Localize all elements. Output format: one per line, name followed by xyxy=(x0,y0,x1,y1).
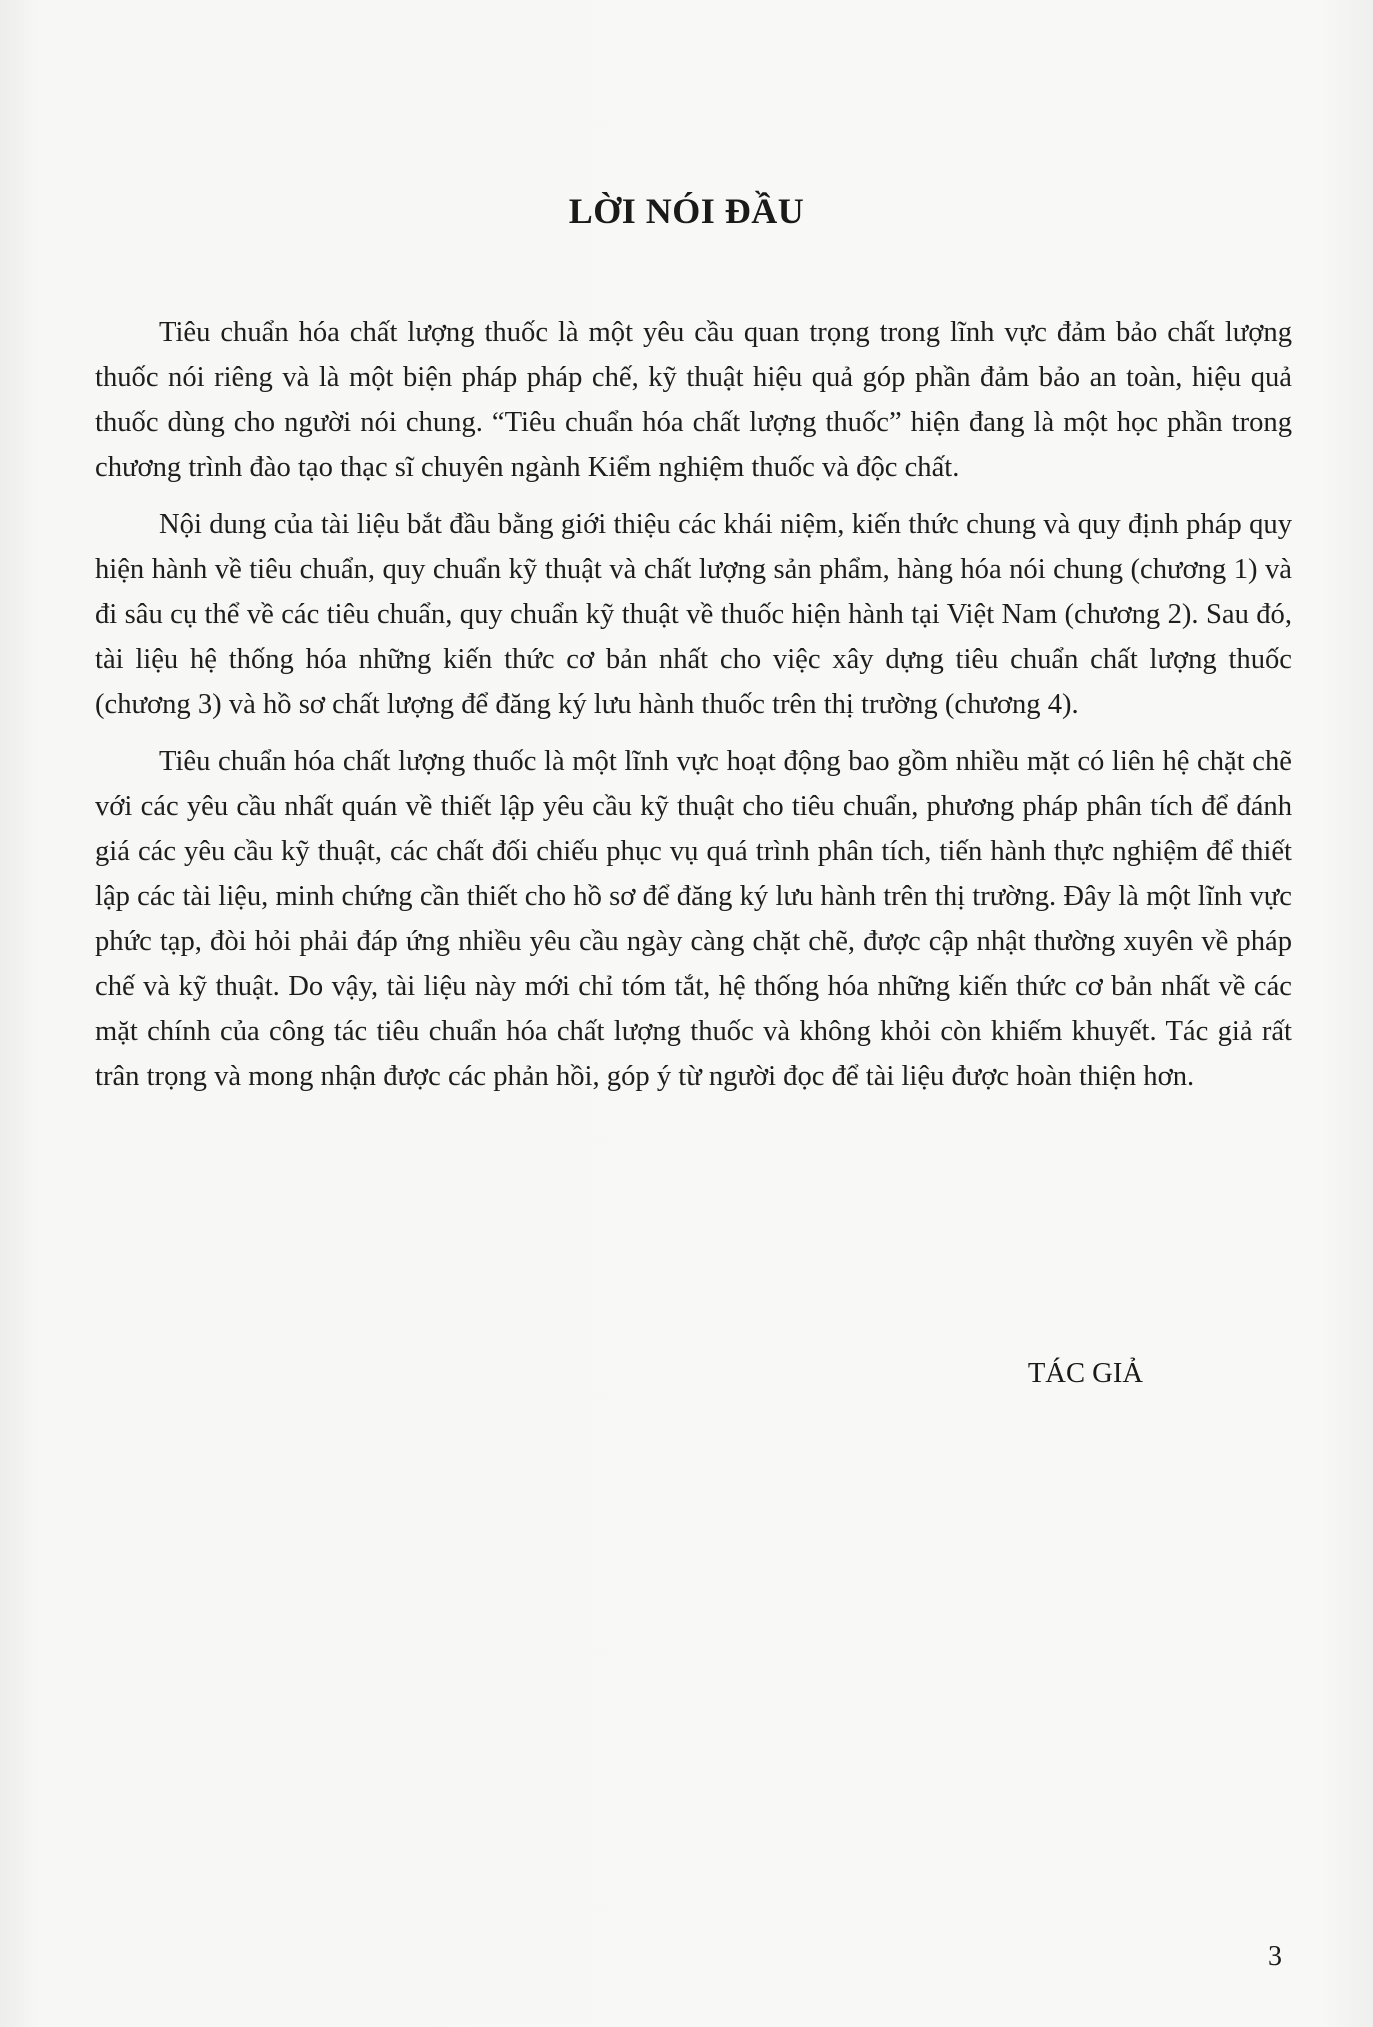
paragraph-1: Tiêu chuẩn hóa chất lượng thuốc là một yêu cầu quan trọng trong lĩnh vực đảm bảo chất lượng thuốc nói riêng và là một biện pháp pháp chế, kỹ thuật hiệu quả góp phần đảm bảo an toàn, hiệu quả thuốc dùng cho người nói chung. “Tiêu chuẩn hóa chất lượng thuốc” hiện đang là một học phần trong chương trình đào tạo thạc sĩ chuyên ngành Kiểm nghiệm thuốc và độc chất. xyxy=(95,317,1292,483)
page-number: 3 xyxy=(1268,1941,1282,1972)
author-signature: TÁC GIẢ xyxy=(1027,1358,1143,1389)
paragraph-3: Tiêu chuẩn hóa chất lượng thuốc là một lĩnh vực hoạt động bao gồm nhiều mặt có liên hệ chặt chẽ với các yêu cầu nhất quán về thiết lập yêu cầu kỹ thuật cho tiêu chuẩn, phương pháp phân tích để đánh giá các yêu cầu kỹ thuật, các chất đối chiếu phục vụ quá trình phân tích, tiến hành thực nghiệm để thiết lập các tài liệu, minh chứng cần thiết cho hồ sơ để đăng ký lưu hành trên thị trường. Đây là một lĩnh vực phức tạp, đòi hỏi phải đáp ứng nhiều yêu cầu ngày càng chặt chẽ, được cập nhật thường xuyên về pháp chế và kỹ thuật. Do vậy, tài liệu này mới chỉ tóm tắt, hệ thống hóa những kiến thức cơ bản nhất về các mặt chính của công tác tiêu chuẩn hóa chất lượng thuốc và không khỏi còn khiếm khuyết. Tác giả rất trân trọng và mong nhận được các phản hồi, góp ý từ người đọc để tài liệu được hoàn thiện hơn. xyxy=(95,746,1292,1092)
paragraph-2: Nội dung của tài liệu bắt đầu bằng giới thiệu các khái niệm, kiến thức chung và quy định pháp quy hiện hành về tiêu chuẩn, quy chuẩn kỹ thuật và chất lượng sản phẩm, hàng hóa nói chung (chương 1) và đi sâu cụ thể về các tiêu chuẩn, quy chuẩn kỹ thuật về thuốc hiện hành tại Việt Nam (chương 2). Sau đó, tài liệu hệ thống hóa những kiến thức cơ bản nhất cho việc xây dựng tiêu chuẩn chất lượng thuốc (chương 3) và hồ sơ chất lượng để đăng ký lưu hành thuốc trên thị trường (chương 4). xyxy=(95,509,1292,720)
page-title: LỜI NÓI ĐẦU xyxy=(568,191,805,231)
body-text xyxy=(95,310,1292,1111)
